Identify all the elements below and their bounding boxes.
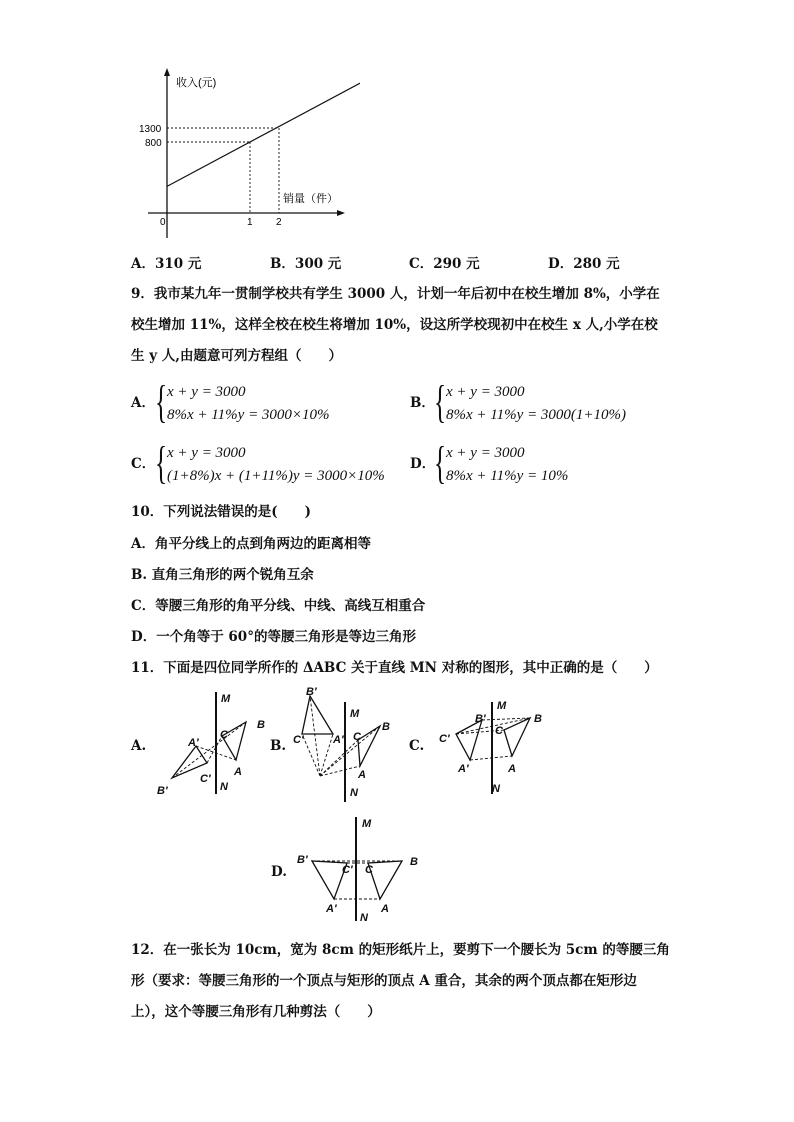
label-a-prime: A′ [333, 734, 344, 746]
label-a-prime: A′ [326, 903, 337, 915]
q11-figure-c [430, 694, 555, 799]
label-c: C [220, 729, 228, 741]
q9-stem-line1: 9．我市某九年一贯制学校共有学生 3000 人，计划一年后初中在校生增加 8%，小学在 [131, 286, 660, 302]
q10-option-d[interactable]: D．一个角等于 60°的等腰三角形是等边三角形 [131, 629, 416, 645]
q9-option-a-eq2: 8%x + 11%y = 3000×10% [167, 407, 330, 423]
x-axis-arrow [337, 210, 345, 216]
label-b-prime: B′ [475, 713, 486, 725]
q10-stem: 10．下列说法错误的是( ) [131, 504, 312, 520]
label-m: M [350, 708, 360, 720]
label-a: A [358, 769, 366, 781]
label-a: A [234, 766, 242, 778]
label-m: M [221, 693, 231, 705]
q9-stem-line3: 生 y 人,由题意可列方程组（ ） [131, 348, 342, 364]
income-line [167, 80, 360, 187]
x-tick-1: 1 [247, 217, 253, 228]
x-tick-2: 2 [276, 217, 282, 228]
label-b-prime: B′ [306, 686, 317, 698]
label-c: C [495, 725, 503, 737]
label-a-prime: A′ [458, 763, 469, 775]
label-c-prime: C′ [439, 733, 450, 745]
q8-option-d[interactable]: D．280 元 [548, 256, 620, 272]
label-n: N [492, 783, 500, 795]
label-b: B [410, 856, 418, 868]
q12-stem-line1: 12．在一张长为 10cm，宽为 8cm 的矩形纸片上，要剪下一个腰长为 5cm 的等腰三角 [131, 942, 670, 958]
q9-option-c[interactable] [131, 437, 411, 489]
label-b: B [382, 721, 390, 733]
q11-figure-d [290, 815, 430, 925]
y-tick-1300: 1300 [139, 124, 162, 135]
label-c-prime: C′ [200, 773, 211, 785]
label-b: B [257, 719, 265, 731]
q9-option-b-key: B． [410, 395, 435, 411]
q9-option-a[interactable] [131, 376, 401, 428]
q10-option-c[interactable]: C．等腰三角形的角平分线、中线、高线互相重合 [131, 598, 426, 614]
q11-option-d-key[interactable]: D. [271, 864, 287, 880]
q9-option-c-eq1: x + y = 3000 [167, 445, 246, 461]
label-n: N [360, 912, 368, 924]
q9-option-c-key: C． [131, 456, 156, 472]
label-a: A [508, 763, 516, 775]
q11-option-c-key[interactable]: C. [409, 738, 425, 754]
brace: { [434, 437, 447, 488]
q10-option-b[interactable]: B. 直角三角形的两个锐角互余 [131, 567, 314, 583]
label-a: A [381, 903, 389, 915]
label-m: M [497, 700, 507, 712]
q9-option-d[interactable] [410, 437, 670, 489]
q9-option-d-key: D． [410, 456, 436, 472]
q9-option-d-eq1: x + y = 3000 [446, 445, 525, 461]
brace: { [434, 376, 447, 427]
q9-option-d-eq2: 8%x + 11%y = 10% [446, 468, 569, 484]
label-m: M [362, 818, 372, 830]
q8-option-b[interactable]: B．300 元 [270, 256, 342, 272]
label-c: C [353, 731, 361, 743]
q12-stem-line3: 上），这个等腰三角形有几种剪法（ ） [131, 1004, 381, 1020]
q11-option-a-key[interactable]: A. [131, 738, 147, 754]
label-b: B [534, 713, 542, 725]
label-b-prime: B′ [297, 854, 308, 866]
income-sales-chart [120, 60, 360, 245]
label-n: N [220, 781, 228, 793]
label-c: C [365, 864, 373, 876]
label-a-prime: A′ [188, 737, 199, 749]
q12-stem-line2: 形（要求：等腰三角形的一个顶点与矩形的顶点 A 重合，其余的两个顶点都在矩形边 [131, 973, 637, 989]
q11-stem: 11．下面是四位同学所作的 ΔABC 关于直线 MN 对称的图形，其中正确的是（ ） [131, 660, 658, 676]
origin-label: 0 [160, 217, 166, 228]
y-axis-label: 收入(元) [176, 77, 217, 89]
q9-option-c-eq2: (1+8%)x + (1+11%)y = 3000×10% [167, 468, 385, 484]
label-n: N [350, 787, 358, 799]
q9-option-b-eq1: x + y = 3000 [446, 384, 525, 400]
label-c-prime: C′ [293, 734, 304, 746]
q8-option-c[interactable]: C．290 元 [409, 256, 480, 272]
y-tick-800: 800 [145, 138, 162, 149]
q11-option-b-key[interactable]: B. [270, 738, 287, 754]
x-axis-label: 销量（件） [283, 193, 338, 205]
q8-option-a[interactable]: A．310 元 [131, 256, 202, 272]
q9-stem-line2: 校生增加 11%，这样全校在校生将增加 10%，设这所学校现初中在校生 x 人,小学在校 [131, 317, 658, 333]
q10-option-a[interactable]: A．角平分线上的点到角两边的距离相等 [131, 536, 371, 552]
q9-option-a-eq1: x + y = 3000 [167, 384, 246, 400]
q11-figure-a [150, 690, 280, 800]
q9-option-b[interactable] [410, 376, 670, 428]
q9-option-b-eq2: 8%x + 11%y = 3000(1+10%) [446, 407, 627, 423]
y-axis-arrow [164, 68, 170, 76]
label-c-prime: C′ [342, 864, 353, 876]
q11-figure-b [290, 684, 405, 804]
q9-option-a-key: A． [131, 395, 155, 411]
brace: { [155, 437, 168, 488]
label-b-prime: B′ [157, 785, 168, 797]
brace: { [155, 376, 168, 427]
